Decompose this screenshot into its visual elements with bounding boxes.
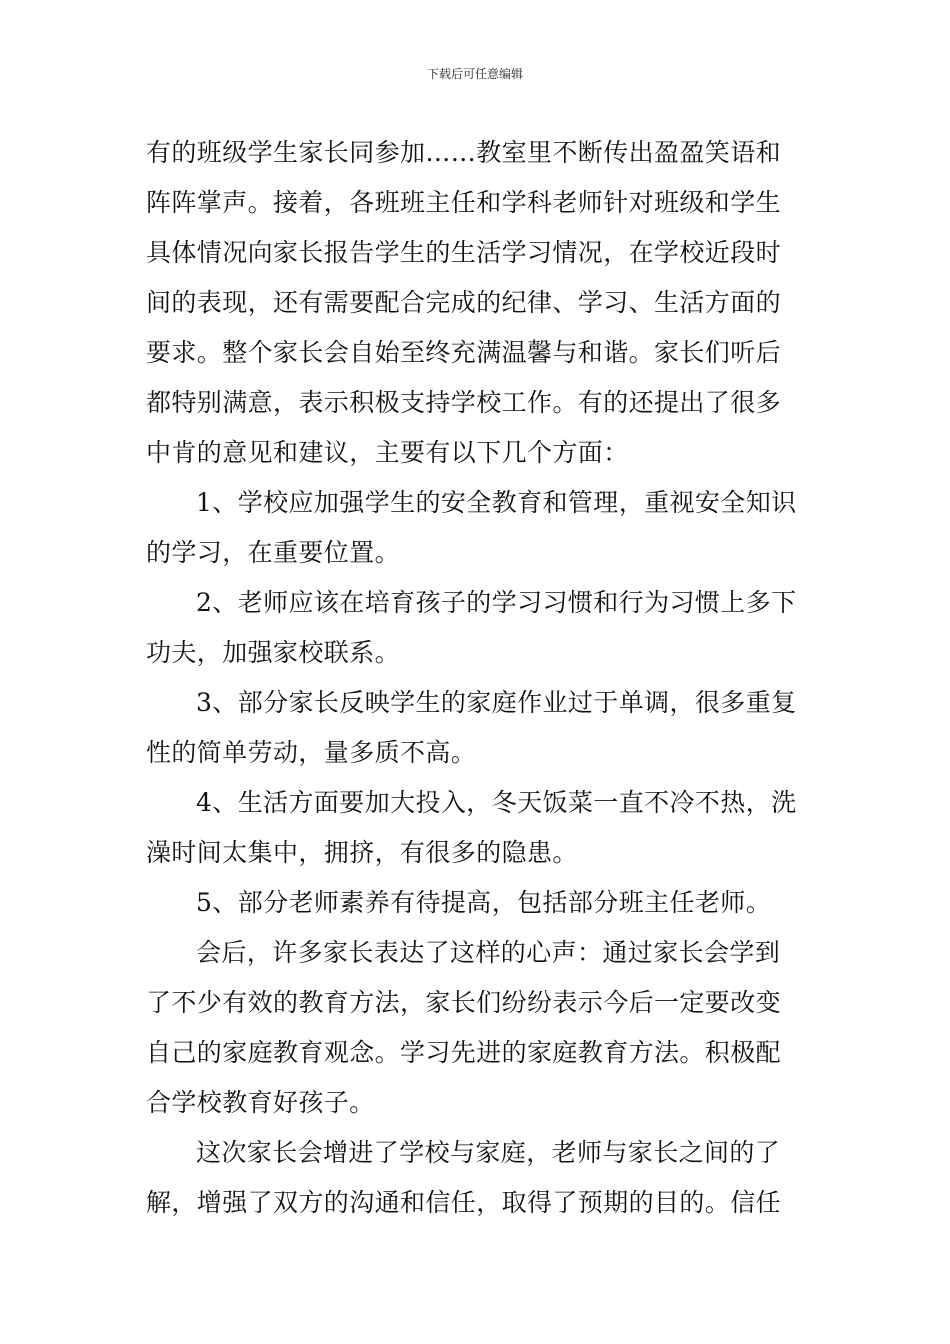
paragraph-line: 了不少有效的教育方法，家长们纷纷表示今后一定要改变 [146,988,782,1017]
text-line: 都特别满意，表示积极支持学校工作。有的还提出了很多 [146,388,782,417]
text-line: 阵阵掌声。接着，各班班主任和学科老师针对班级和学生 [146,188,782,217]
list-item-1-line: 的学习，在重要位置。 [146,538,401,567]
list-item-4-line: 澡时间太集中，拥挤，有很多的隐患。 [146,838,578,867]
text-line: 中肯的意见和建议，主要有以下几个方面： [146,438,629,467]
paragraph-line: 合学校教育好孩子。 [146,1088,375,1117]
list-item-3-line: 3、部分家长反映学生的家庭作业过于单调，很多重复 [196,688,797,717]
paragraph-line: 会后，许多家长表达了这样的心声：通过家长会学到 [196,938,781,967]
list-item-5-line: 5、部分老师素养有待提高，包括部分班主任老师。 [196,888,772,917]
paragraph-line: 解，增强了双方的沟通和信任，取得了预期的目的。信任 [146,1188,782,1217]
text-line: 要求。整个家长会自始至终充满温馨与和谐。家长们听后 [146,338,782,367]
text-line: 间的表现，还有需要配合完成的纪律、学习、生活方面的 [146,288,782,317]
paragraph-line: 自己的家庭教育观念。学习先进的家庭教育方法。积极配 [146,1038,782,1067]
list-item-4-line: 4、生活方面要加大投入，冬天饭菜一直不冷不热，洗 [196,788,797,817]
list-item-1-line: 1、学校应加强学生的安全教育和管理，重视安全知识 [196,488,797,517]
list-item-3-line: 性的简单劳动，量多质不高。 [146,738,477,767]
document-body [146,128,810,1228]
list-item-2-line: 功夫，加强家校联系。 [146,638,401,667]
page-header: 下载后可任意编辑 [426,67,523,81]
text-line: 具体情况向家长报告学生的生活学习情况，在学校近段时 [146,238,782,267]
text-line: 有的班级学生家长同参加……教室里不断传出盈盈笑语和 [146,138,782,167]
list-item-2-line: 2、老师应该在培育孩子的学习习惯和行为习惯上多下 [196,588,797,617]
paragraph-line: 这次家长会增进了学校与家庭，老师与家长之间的了 [196,1138,781,1167]
